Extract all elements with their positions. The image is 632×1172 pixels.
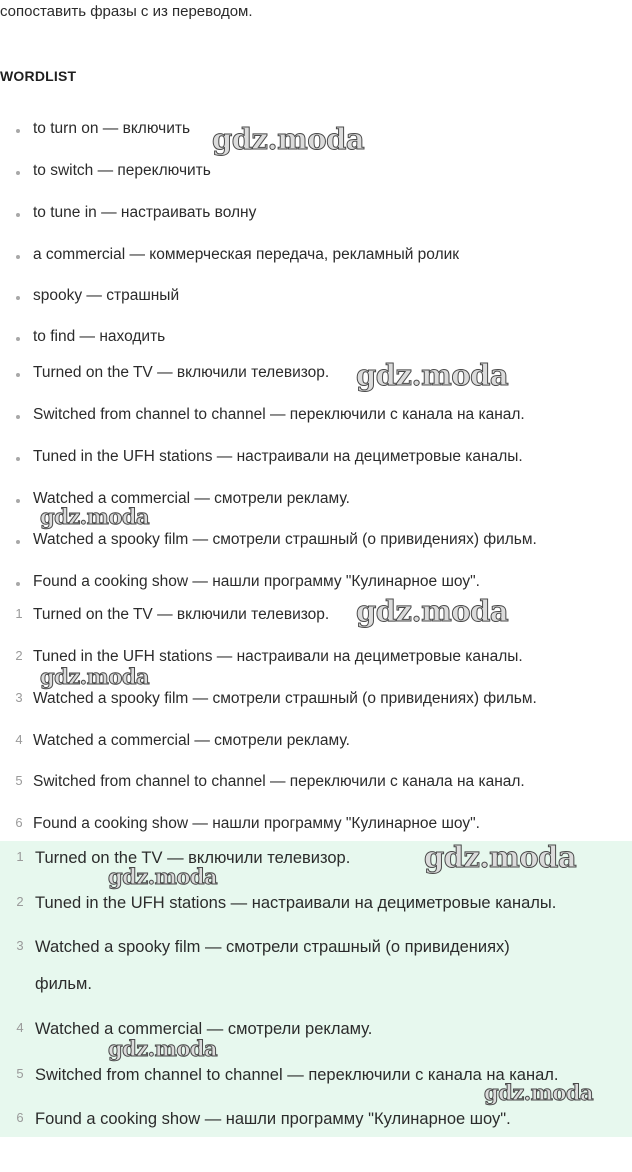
bullet-icon [16,499,20,503]
list-item-text: Turned on the TV — включили телевизор. [33,364,330,381]
list-item-text: Watched a spooky film — смотрели страшный (о привидениях) [35,938,510,956]
list-item [0,328,632,352]
list-item-text: Watched a commercial — смотрели рекламу. [33,490,350,507]
list-item [0,815,632,839]
item-number: 5 [16,1066,24,1081]
list-item [0,573,632,597]
item-number: 2 [15,648,23,663]
list-item-text: Turned on the TV — включили телевизор. [33,606,330,623]
item-number: 1 [15,606,23,621]
bullet-icon [16,457,20,461]
bullet-icon [16,540,20,544]
list-item-text: Watched a commercial — смотрели рекламу. [33,732,350,749]
list-item [0,246,632,270]
list-item-text: Found a cooking show — нашли программу "Кулинарное шоу". [35,1110,511,1128]
watermark: gdz.moda [108,864,218,889]
list-item-text: Watched a spooky film — смотрели страшный (о привидениях) фильм. [33,531,537,548]
bullet-icon [16,415,20,419]
bullet-icon [16,213,20,217]
list-item [0,204,632,228]
item-number: 6 [16,1110,24,1125]
list-item-text: spooky — страшный [33,287,180,304]
list-item [0,531,632,555]
list-item-text: Found a cooking show — нашли программу "Кулинарное шоу". [33,815,480,832]
list-item-text: Tuned in the UFH stations — настраивали на дециметровые каналы. [33,648,523,665]
watermark: gdz.moda [356,594,509,628]
list-item [0,162,632,186]
list-item-text: to find — находить [33,328,166,345]
item-number: 2 [16,894,24,909]
list-item [0,938,632,962]
list-item-text: Found a cooking show — нашли программу "Кулинарное шоу". [33,573,480,590]
list-item [0,1110,632,1134]
list-item [0,690,632,714]
list-item [0,894,632,918]
list-item-text: Watched a spooky film — смотрели страшный (о привидениях) фильм. [33,690,537,707]
watermark: gdz.moda [40,504,150,529]
list-item [0,773,632,797]
list-item-text: to switch — переключить [33,162,211,179]
intro-text: сопоставить фразы с из переводом. [0,3,253,20]
bullet-icon [16,129,20,133]
item-number: 1 [16,849,24,864]
list-item-text: a commercial — коммерческая передача, рекламный ролик [33,246,460,263]
watermark: gdz.moda [356,358,509,392]
watermark: gdz.moda [40,664,150,689]
watermark: gdz.moda [424,840,577,874]
bullet-icon [16,582,20,586]
item-number: 5 [15,773,23,788]
list-item [0,606,632,630]
list-item-text: Switched from channel to channel — переключили с канала на канал. [35,1066,559,1084]
list-item-text: Tuned in the UFH stations — настраивали на дециметровые каналы. [33,448,523,465]
list-item [0,732,632,756]
watermark: gdz.moda [484,1080,594,1105]
bullet-icon [16,255,20,259]
item-number: 3 [15,690,23,705]
watermark: gdz.moda [212,122,365,156]
list-item [0,364,632,388]
list-item-text: Switched from channel to channel — переключили с канала на канал. [33,773,525,790]
list-item-text: Turned on the TV — включили телевизор. [35,849,351,867]
list-item-text: Watched a commercial — смотрели рекламу. [35,1020,373,1038]
list-item-text: to turn on — включить [33,120,191,137]
list-item-text: Switched from channel to channel — переключили с канала на канал. [33,406,525,423]
list-item-text: Tuned in the UFH stations — настраивали на дециметровые каналы. [35,894,557,912]
wordlist-heading: WORDLIST [0,68,77,84]
watermark: gdz.moda [108,1036,218,1061]
bullet-icon [16,171,20,175]
bullet-icon [16,337,20,341]
bullet-icon [16,296,20,300]
bullet-icon [16,373,20,377]
item-number: 6 [15,815,23,830]
list-item [0,1020,632,1044]
list-item [0,448,632,472]
list-item [0,406,632,430]
list-item-text-continued: фильм. [35,975,92,993]
item-number: 4 [15,732,23,747]
list-item-text: to tune in — настраивать волну [33,204,257,221]
item-number: 4 [16,1020,24,1035]
list-item [0,287,632,311]
item-number: 3 [16,938,24,953]
